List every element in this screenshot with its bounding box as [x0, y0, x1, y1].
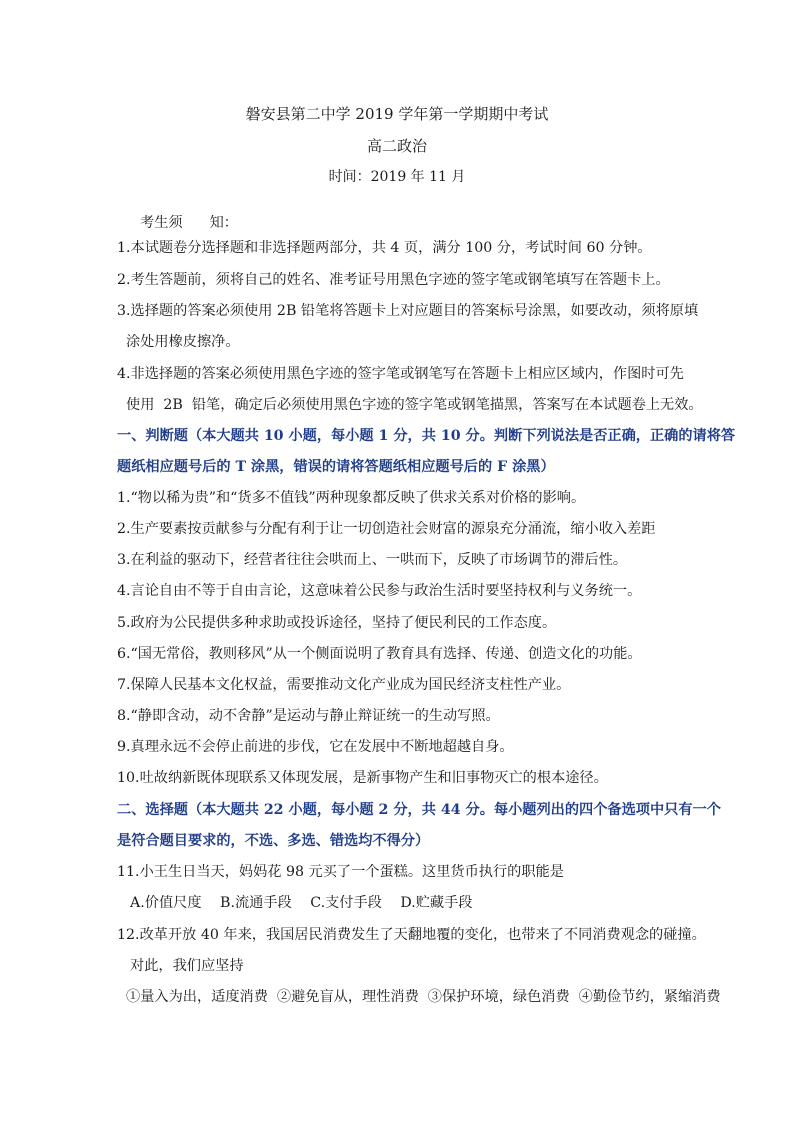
choice-question-stem: 11.小王生日当天，妈妈花 98 元买了一个蛋糕。这里货币执行的职能是 — [117, 864, 564, 880]
option-b: B.流通手段 — [220, 895, 292, 911]
notice-item: 涂处用橡皮擦净。 — [126, 334, 240, 350]
notice-item: 1.本试题卷分选择题和非选择题两部分，共 4 页，满分 100 分，考试时间 60 分钟。 — [117, 240, 652, 256]
judge-question: 5.政府为公民提供多种求助或投诉途径，坚持了便民利民的工作态度。 — [117, 615, 557, 631]
judge-question: 7.保障人民基本文化权益，需要推动文化产业成为国民经济支柱性产业。 — [117, 677, 571, 693]
section2-heading: 二、选择题（本大题共 22 小题，每小题 2 分，共 44 分。每小题列出的四个备选项中只有一个 — [117, 802, 721, 818]
judge-question: 3.在利益的驱动下，经营者往往会哄而上、一哄而下，反映了市场调节的滞后性。 — [117, 552, 628, 568]
notice-item: 使用 2B 铅笔，确定后必须使用黑色字迹的签字笔或钢笔描黑，答案写在本试题卷上无效。 — [126, 397, 703, 413]
choice-statements: ①量入为出，适度消费 ②避免盲从，理性消费 ③保护环境，绿色消费 ④勤俭节约，紧缩消费 — [126, 989, 721, 1005]
exam-title: 磐安县第二中学 2019 学年第一学期期中考试 — [245, 105, 549, 123]
judge-question: 10.吐故纳新既体现联系又体现发展，是新事物产生和旧事物灭亡的根本途径。 — [117, 770, 608, 786]
option-c: C.支付手段 — [310, 895, 382, 911]
exam-subject: 高二政治 — [366, 137, 427, 155]
exam-time: 时间：2019 年 11 月 — [328, 169, 466, 185]
choice-question-stem: 12.改革开放 40 年来，我国居民消费发生了天翻地覆的变化，也带来了不同消费观念的碰撞。 — [117, 927, 706, 943]
judge-question: 4.言论自由不等于自由言论，这意味着公民参与政治生活时要坚持权利与义务统一。 — [117, 583, 642, 599]
notice-item: 4.非选择题的答案必须使用黑色字迹的签字笔或钢笔写在答题卡上相应区域内，作图时可先 — [117, 366, 684, 382]
section2-heading-cont: 是符合题目要求的，不选、多选、错选均不得分） — [117, 833, 430, 849]
notice-item: 3.选择题的答案必须使用 2B 铅笔将答题卡上对应题目的答案标号涂黑，如要改动，须将原填 — [117, 303, 699, 319]
notice-item: 2.考生答题前，须将自己的姓名、准考证号用黑色字迹的签字笔或钢笔填写在答题卡上。 — [117, 272, 670, 288]
judge-question: 6.“国无常俗，教则移风”从一个侧面说明了教育具有选择、传递、创造文化的功能。 — [117, 646, 642, 662]
section1-heading-cont: 题纸相应题号后的 T 涂黑，错误的请将答题纸相应题号后的 F 涂黑） — [117, 459, 555, 475]
section1-heading: 一、判断题（本大题共 10 小题，每小题 1 分，共 10 分。判断下列说法是否正确，正确的请将答 — [117, 428, 736, 444]
choice-options — [130, 893, 700, 913]
judge-question: 2.生产要素按贡献参与分配有利于让一切创造社会财富的源泉充分涌流，缩小收入差距 — [117, 521, 656, 537]
judge-question: 9.真理永远不会停止前进的步伐，它在发展中不断地超越自身。 — [117, 739, 514, 755]
choice-question-stem-cont: 对此，我们应坚持 — [130, 958, 244, 974]
option-d: D.贮藏手段 — [400, 895, 473, 911]
judge-question: 1.“物以稀为贵”和“货多不值钱”两种现象都反映了供求关系对价格的影响。 — [117, 490, 586, 506]
notice-heading: 考生须 知： — [140, 215, 238, 231]
judge-question: 8.“静即含动，动不舍静”是运动与静止辩证统一的生动写照。 — [117, 708, 500, 724]
option-a: A.价值尺度 — [130, 895, 202, 911]
